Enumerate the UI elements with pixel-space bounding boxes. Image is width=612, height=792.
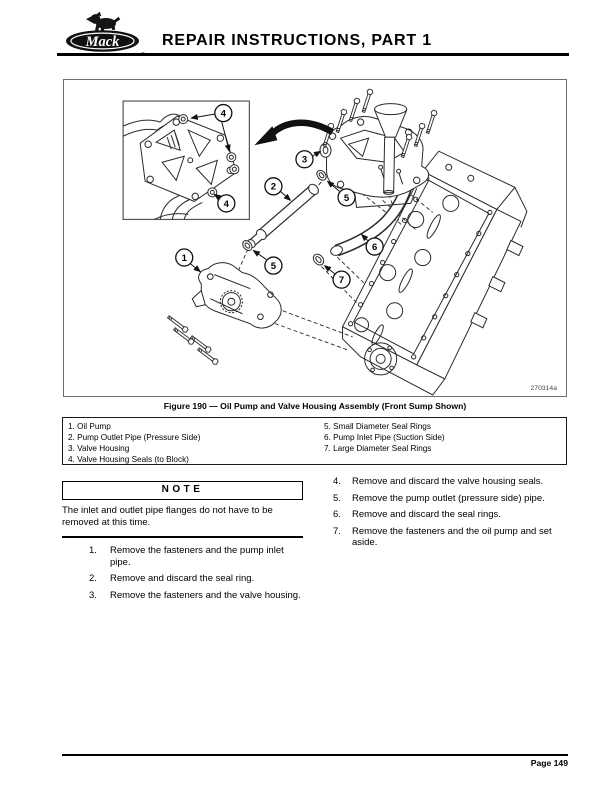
figure-box (63, 79, 567, 397)
step-number: 7. (333, 525, 341, 537)
bulldog-icon (87, 13, 120, 32)
step-number: 2. (89, 573, 97, 584)
step-text: Remove the fasteners and the oil pump and set aside. (352, 525, 552, 548)
step-text: Remove the fasteners and the valve housing. (110, 589, 301, 601)
oil-pump-assembly-drawing (64, 80, 566, 396)
legend-item: 5. Small Diameter Seal Rings (324, 421, 431, 431)
svg-text:4: 4 (223, 198, 229, 210)
note-heading-box: NOTE (62, 481, 303, 500)
page-title: REPAIR INSTRUCTIONS, PART 1 (162, 32, 432, 49)
step-number: 4. (333, 476, 341, 487)
callout-3-valve-housing (296, 151, 321, 168)
step-number: 5. (333, 492, 341, 504)
drawing-reference-number: 270314a (530, 384, 557, 392)
footer-rule (62, 754, 568, 756)
step-number: 6. (333, 509, 341, 520)
svg-text:7: 7 (338, 275, 345, 287)
pump-outlet-pipe (246, 182, 320, 249)
step-item (89, 545, 301, 568)
note-rule (62, 536, 303, 538)
callout-5-seal-ring-lower (253, 251, 282, 275)
legend-item: 1. Oil Pump (68, 421, 111, 431)
header-rule (57, 53, 569, 56)
step-item (89, 590, 301, 602)
inset-pointer-arrow (254, 123, 332, 145)
large-seal-ring (311, 252, 326, 267)
svg-text:2: 2 (270, 181, 277, 193)
step-item (89, 573, 301, 585)
svg-text:1: 1 (181, 252, 187, 264)
svg-text:5: 5 (343, 192, 350, 204)
svg-text:4: 4 (220, 108, 226, 120)
step-text: Remove the pump outlet (pressure side) pipe. (352, 492, 545, 504)
page-number: Page 149 (530, 758, 568, 768)
callout-2-pump-outlet-pipe (265, 178, 291, 201)
step-text: Remove and discard the valve housing seals. (352, 476, 544, 487)
step-item (333, 509, 565, 521)
step-number: 3. (89, 589, 97, 601)
step-text: Remove the fasteners and the pump inlet pipe. (110, 545, 284, 568)
step-number: 1. (89, 545, 97, 556)
legend-column-right (319, 421, 566, 465)
oil-pump-fasteners (167, 314, 219, 365)
step-text: Remove and discard the seal rings. (352, 509, 501, 520)
procedure-steps-left (89, 545, 301, 606)
legend-item: 6. Pump Inlet Pipe (Suction Side) (324, 432, 445, 442)
note-body: The inlet and outlet pipe flanges do not have to be removed at this time. (62, 505, 273, 528)
logo-wordmark: Mack (85, 33, 120, 50)
figure-caption: Figure 190 — Oil Pump and Valve Housing Assembly (Front Sump Shown) (163, 401, 467, 411)
legend-item: 7. Large Diameter Seal Rings (324, 443, 432, 453)
svg-text:5: 5 (270, 260, 277, 272)
svg-text:6: 6 (371, 241, 378, 253)
legend-table (62, 417, 567, 465)
procedure-steps-right (333, 476, 565, 554)
svg-text:3: 3 (301, 154, 308, 166)
step-text: Remove and discard the seal ring. (110, 573, 255, 584)
legend-item: 3. Valve Housing (68, 443, 130, 453)
step-item (333, 476, 565, 488)
step-item (333, 526, 565, 549)
step-item (333, 493, 565, 505)
callout-1-oil-pump (176, 249, 201, 272)
legend-column-left (63, 421, 319, 465)
legend-item: 2. Pump Outlet Pipe (Pressure Side) (68, 432, 201, 442)
callout-7-large-seal-ring (325, 266, 351, 289)
legend-item: 4. Valve Housing Seals (to Block) (68, 454, 189, 464)
